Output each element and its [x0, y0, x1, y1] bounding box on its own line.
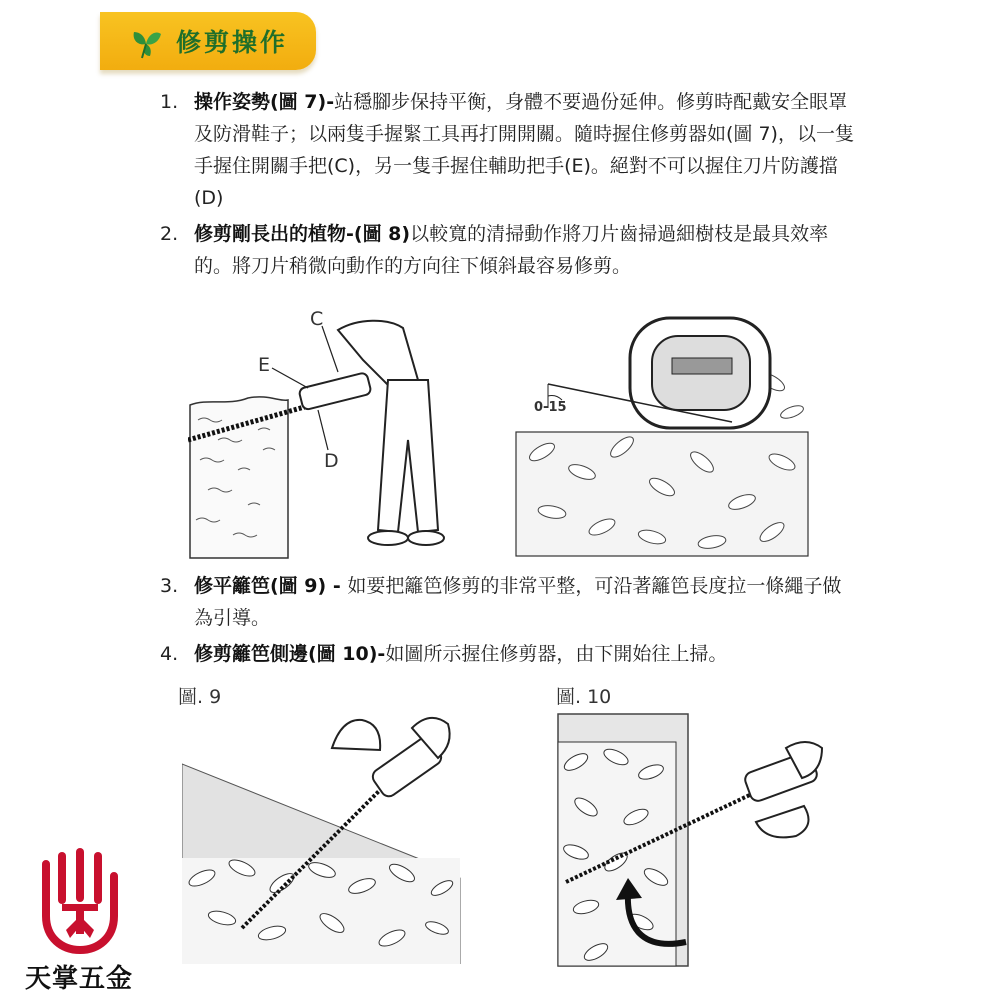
leaf-icon: [128, 24, 164, 60]
figure-7-operating-posture: [188, 310, 448, 560]
item-number: 2.: [160, 223, 179, 245]
label-e: E: [258, 354, 271, 376]
figure-10-caption: 圖. 10: [556, 686, 612, 708]
item-text: 站穩腳步保持平衡，身體不要過份延伸。修剪時配戴安全眼罩及防滑鞋子；以兩隻手握緊工具再打開開關。隨時握住修剪器如(圖 7)，以一隻手握住開關手把(C)，另一隻手握住輔助把手(E)。絕對不可以握住刀片防護擋(D): [194, 91, 854, 209]
section-title: 修剪操作: [176, 28, 289, 57]
brand-logo: [14, 840, 144, 1000]
item-text: 如圖所示握住修剪器，由下開始往上掃。: [385, 643, 728, 665]
section-header: [100, 12, 316, 70]
item-number: 3.: [160, 575, 179, 597]
label-c: C: [310, 308, 324, 330]
angle-label: 0-15: [534, 400, 567, 415]
list-item: [160, 638, 860, 670]
item-heading: 修剪剛長出的植物-(圖 8): [194, 223, 411, 245]
item-heading: 修剪籬笆側邊(圖 10)-: [194, 643, 386, 665]
brand-name: 天掌五金: [24, 964, 133, 994]
palm-logo-icon: [32, 846, 128, 956]
item-text: 如要把籬笆修剪的非常平整，可沿著籬笆長度拉一條繩子做為引導。: [194, 575, 842, 629]
item-heading: 操作姿勢(圖 7)-: [194, 91, 335, 113]
item-number: 1.: [160, 91, 179, 113]
figure-9-caption: 圖. 9: [178, 686, 222, 708]
item-text: 以較寬的清掃動作將刀片齒掃過細樹枝是最具效率的。將刀片稍微向動作的方向往下傾斜最容易修剪。: [194, 223, 829, 277]
figure-9-leveling-hedge: [182, 708, 472, 964]
list-item: [160, 86, 860, 214]
list-item: [160, 570, 860, 634]
figure-10-side-trimming: [556, 712, 826, 968]
item-heading: 修平籬笆(圖 9) -: [194, 575, 348, 597]
list-item: [160, 218, 860, 282]
figure-8-trimming-new-growth: [512, 312, 812, 558]
item-number: 4.: [160, 643, 179, 665]
label-d: D: [324, 450, 339, 472]
